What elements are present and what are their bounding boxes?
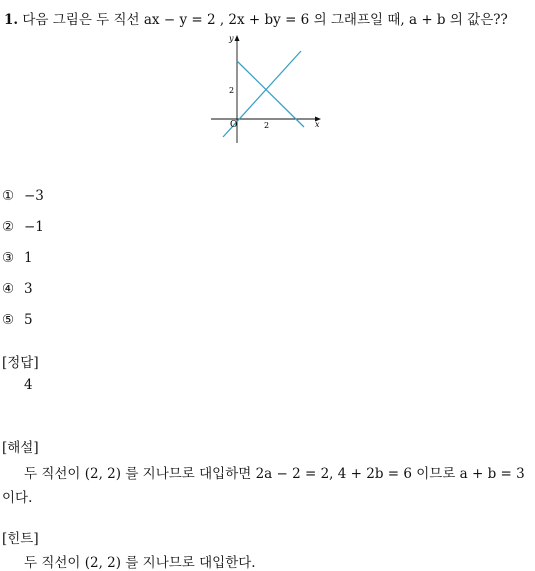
choice-2-mark: ② [2,219,15,235]
explanation-line-2: 이다. [2,490,33,506]
choice-2[interactable] [2,219,44,235]
choice-4[interactable] [2,281,33,297]
choice-3-value: 1 [24,250,33,266]
y-tick-label: 2 [229,86,235,95]
explanation-heading: [해설] [2,440,39,456]
answer-heading: [정답] [2,355,39,371]
line-2x-plus-by [237,61,304,127]
question-line [4,8,508,28]
choice-4-value: 3 [24,281,33,297]
y-axis-arrow [235,35,240,41]
choice-4-mark: ④ [2,281,15,297]
choice-3[interactable] [2,250,33,266]
choice-1-mark: ① [2,188,15,204]
y-axis-label: y [229,34,234,43]
choice-1[interactable] [2,188,44,204]
hint-heading: [힌트] [2,531,39,547]
question-text: 다음 그림은 두 직선 ax − y = 2 , 2x + by = 6 의 그래프일 때, a + b 의 값은?? [22,12,508,28]
x-axis-label: x [315,120,320,129]
choice-2-value: −1 [24,219,44,235]
graph-figure [205,30,330,150]
explanation-line-1: 두 직선이 (2, 2) 를 지나므로 대입하면 2a − 2 = 2, 4 + 2b = 6 이므로 a + b = 3 [24,466,525,482]
question-number: 1. [4,12,19,28]
choice-1-value: −3 [24,188,44,204]
choice-5-value: 5 [24,312,33,328]
choice-5[interactable] [2,312,33,328]
choice-5-mark: ⑤ [2,312,15,328]
answer-value: 4 [24,377,33,393]
choice-3-mark: ③ [2,250,15,266]
origin-label: O [230,120,238,130]
hint-line-1: 두 직선이 (2, 2) 를 지나므로 대입한다. [24,555,256,571]
x-tick-label: 2 [264,121,270,130]
